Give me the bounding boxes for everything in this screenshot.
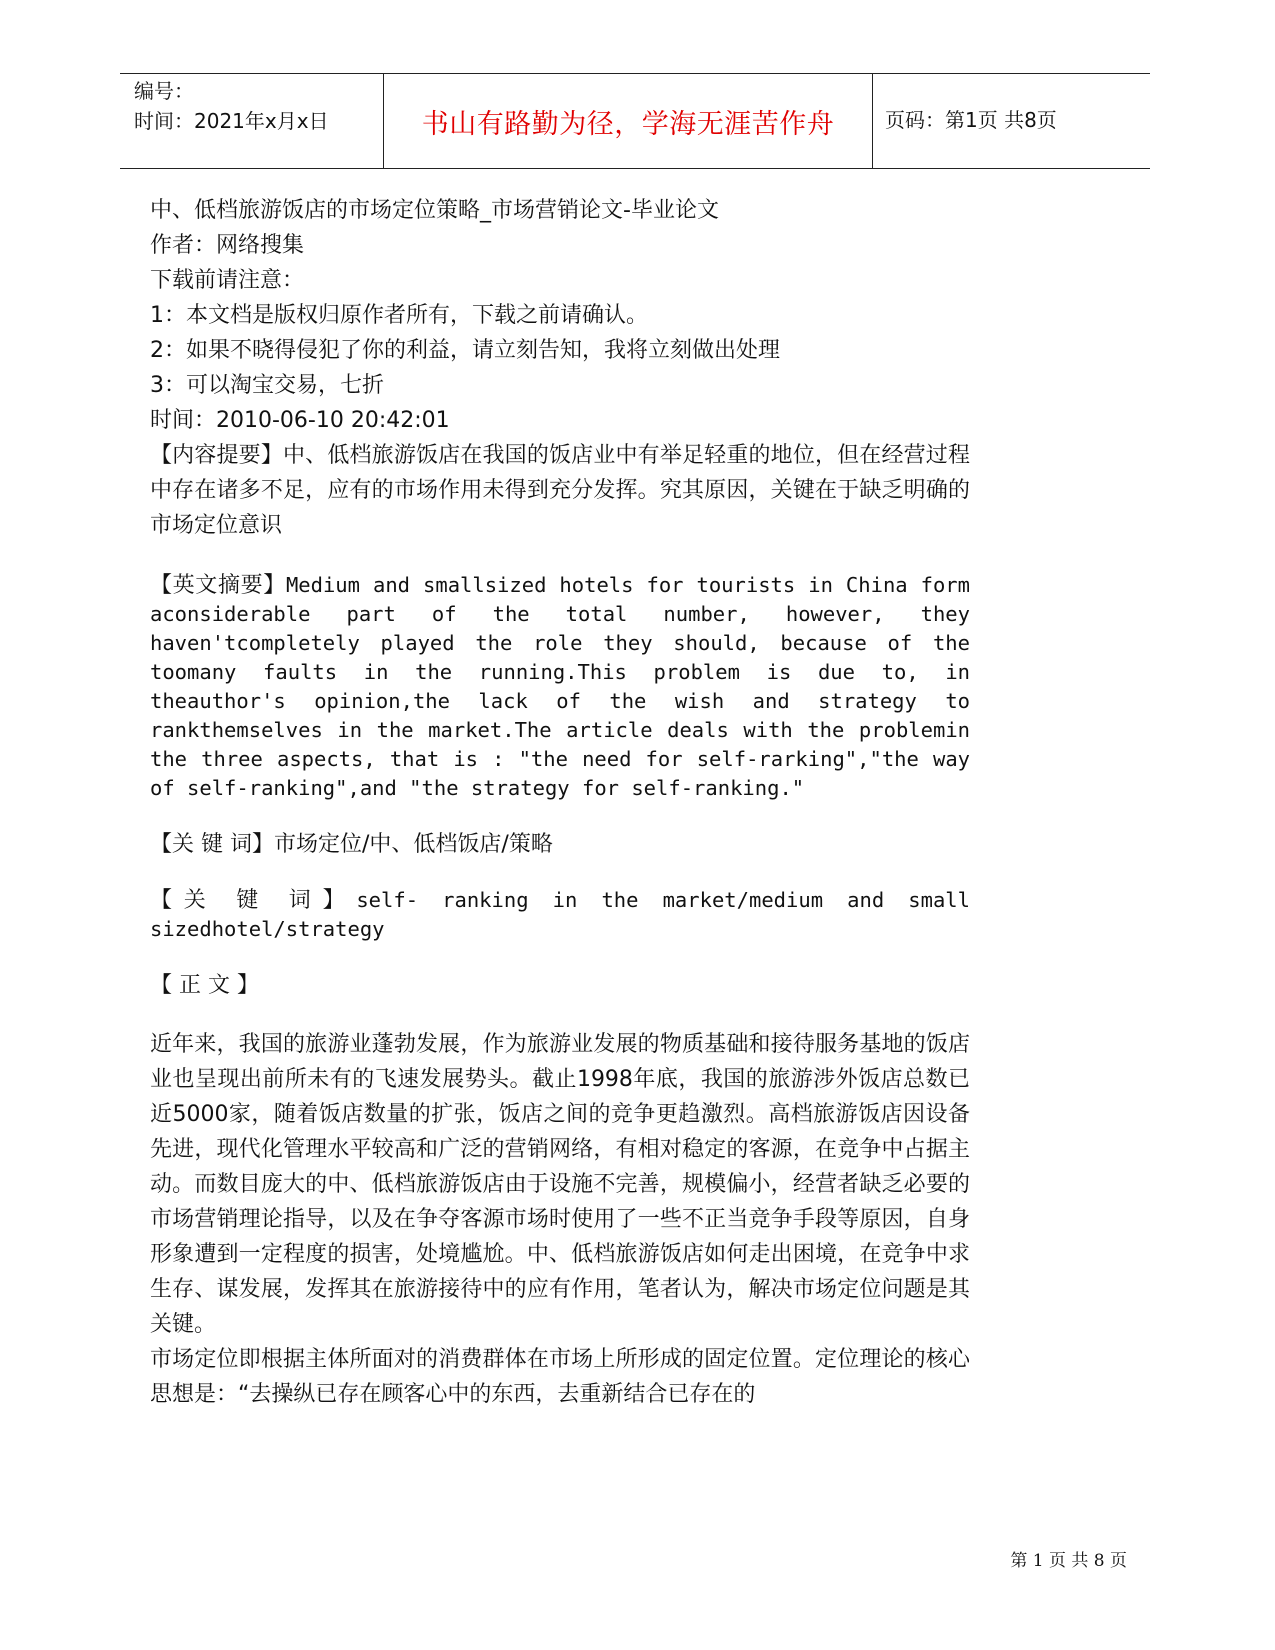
body-heading: 【 正 文 】 — [150, 973, 259, 998]
keywords-cn-text: 市场定位/中、低档饭店/策略 — [274, 832, 553, 857]
header-page-number: 页码：第1页 共8页 — [885, 108, 1057, 132]
body-paragraph: 近年来，我国的旅游业蓬勃发展，作为旅游业发展的物质基础和接待服务基地的饭店业也呈现出前所未有的飞速发展势头。截止1998年底，我国的旅游涉外饭店总数已近5000家，随着饭店数量的扩张，饭店之间的竞争更趋激烈。高档旅游饭店因设备先进，现代化管理水平较高和广泛的营销网络，有相对稳定的客源，在竞争中占据主动。而数目庞大的中、低档旅游饭店由于设施不完善，规模偏小，经营者缺乏必要的市场营销理论指导，以及在争夺客源市场时使用了一些不正当竞争手段等原因，自身形象遭到一定程度的损害，处境尴尬。中、低档旅游饭店如何走出困境，在竞争中求生存、谋发展，发挥其在旅游接待中的应有作用，笔者认为，解决市场定位问题是其关键。 — [150, 1032, 970, 1337]
keywords-en-label: 【关 键 词】 — [150, 888, 357, 913]
keywords-en — [150, 886, 983, 944]
keywords-en-text: self- ranking in the market/medium and small sizedhotel/strategy — [150, 888, 983, 941]
article-body — [150, 193, 983, 1412]
header-divider — [872, 74, 873, 168]
header-meta — [134, 76, 329, 136]
article-author: 作者：网络搜集 — [150, 233, 305, 258]
cn-abstract-text: 中、低档旅游饭店在我国的饭店业中有举足轻重的地位，但在经营过程中存在诸多不足，应有的市场作用未得到充分发挥。究其原因，关键在于缺乏明确的市场定位意识 — [150, 443, 970, 538]
cn-abstract — [150, 438, 970, 543]
header-time: 时间：2021年x月x日 — [134, 109, 329, 133]
header-motto: 书山有路勤为径，学海无涯苦作舟 — [421, 109, 835, 140]
keywords-cn-label: 【关 键 词】 — [150, 832, 274, 857]
notice-heading: 下载前请注意： — [150, 268, 305, 293]
keywords-cn — [150, 827, 970, 862]
article-time: 时间：2010-06-10 20:42:01 — [150, 408, 450, 433]
body-paragraph: 市场定位即根据主体所面对的消费群体在市场上所形成的固定位置。定位理论的核心思想是：“去操纵已存在顾客心中的东西，去重新结合已存在的 — [150, 1347, 970, 1407]
header-number: 编号： — [134, 79, 194, 103]
article-title: 中、低档旅游饭店的市场定位策略_市场营销论文-毕业论文 — [150, 198, 719, 223]
cn-abstract-label: 【内容提要】 — [150, 443, 283, 468]
en-abstract — [150, 571, 983, 803]
notice-item: 1：本文档是版权归原作者所有，下载之前请确认。 — [150, 303, 648, 328]
notice-item: 3：可以淘宝交易，七折 — [150, 373, 384, 398]
en-abstract-text: Medium and smallsized hotels for tourists in China form aconsiderable part of the total number, however, they haven'tcompletely played the role they should, because of the toomany faults in the running.This problem is due to, in theauthor's opinion,the lack of the wish and strategy to rankthemselves in the market.The article deals with the problemin the three aspects, that is : "the need for self-rarking","the way of self-ranking",and "the strategy for self-ranking." — [150, 573, 983, 800]
document-header — [120, 73, 1150, 169]
en-abstract-label: 【英文摘要】 — [150, 573, 286, 598]
notice-item: 2：如果不晓得侵犯了你的利益，请立刻告知，我将立刻做出处理 — [150, 338, 780, 363]
page-footer: 第 1 页 共 8 页 — [1010, 1551, 1127, 1571]
